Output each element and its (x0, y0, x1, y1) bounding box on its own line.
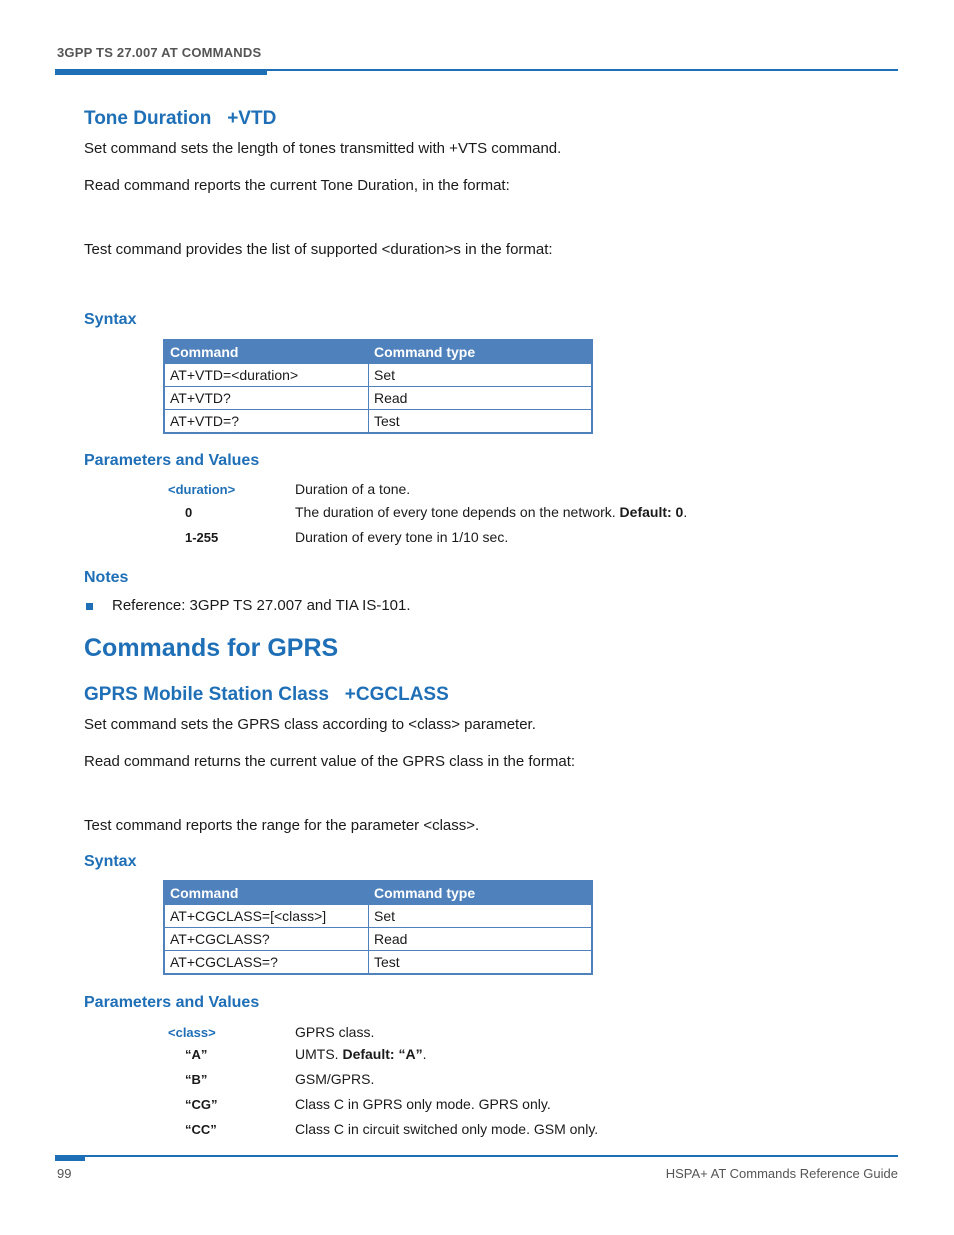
table-header-row (164, 340, 592, 364)
table-cell-type: Set (369, 905, 593, 928)
cgclass-syntax-heading: Syntax (84, 853, 137, 870)
vtd-paragraph-set: Set command sets the length of tones transmitted with +VTS command. (84, 140, 562, 157)
cgclass-value-name: “B” (185, 1072, 208, 1087)
column-header-command-type: Command type (369, 881, 593, 905)
cgclass-value-desc: GSM/GPRS. (295, 1071, 375, 1087)
value-default: Default: 0 (619, 504, 684, 520)
cgclass-value-name: “CC” (185, 1122, 217, 1137)
value-default: Default: “A” (342, 1046, 423, 1062)
table-row (164, 951, 592, 975)
vtd-value-desc (295, 504, 687, 520)
table-cell-command: AT+CGCLASS=? (164, 951, 369, 975)
vtd-param-desc: Duration of a tone. (295, 481, 411, 497)
table-row (164, 364, 592, 387)
vtd-paragraph-test: Test command provides the list of supported <duration>s in the format: (84, 241, 553, 258)
table-cell-command: AT+VTD=? (164, 410, 369, 434)
vtd-params-heading: Parameters and Values (84, 452, 260, 469)
table-cell-type: Set (369, 364, 593, 387)
value-desc-text: UMTS. (295, 1046, 343, 1062)
vtd-value-name: 0 (185, 505, 193, 520)
table-cell-type: Test (369, 951, 593, 975)
value-desc-text: The duration of every tone depends on the network. (295, 504, 620, 520)
running-header: 3GPP TS 27.007 AT COMMANDS (57, 45, 262, 60)
cgclass-value-desc: Class C in GPRS only mode. GPRS only. (295, 1096, 551, 1112)
vtd-value-name: 1-255 (185, 530, 219, 545)
value-desc-tail: . (683, 504, 688, 520)
cgclass-value-name: “CG” (185, 1097, 218, 1112)
column-header-command-type: Command type (369, 340, 593, 364)
cgclass-paragraph-test: Test command reports the range for the parameter <class>. (84, 817, 480, 834)
cgclass-param-desc: GPRS class. (295, 1024, 375, 1040)
cgclass-value-desc (295, 1046, 426, 1062)
table-cell-type: Read (369, 928, 593, 951)
section-heading-vtd: Tone Duration +VTD (84, 108, 277, 129)
vtd-syntax-heading: Syntax (84, 311, 137, 328)
vtd-note-item: Reference: 3GPP TS 27.007 and TIA IS-101. (112, 597, 411, 614)
bullet-icon (86, 603, 93, 610)
chapter-heading-gprs: Commands for GPRS (84, 634, 339, 662)
table-cell-command: AT+CGCLASS? (164, 928, 369, 951)
table-cell-type: Read (369, 387, 593, 410)
column-header-command: Command (164, 340, 369, 364)
page-number: 99 (57, 1166, 72, 1181)
cgclass-value-name: “A” (185, 1047, 208, 1062)
table-row (164, 928, 592, 951)
footer-rule (55, 1155, 898, 1157)
vtd-paragraph-read: Read command reports the current Tone Duration, in the format: (84, 177, 510, 194)
table-row (164, 410, 592, 434)
vtd-param-name: <duration> (168, 482, 236, 497)
vtd-syntax-table (163, 339, 593, 434)
cgclass-param-name: <class> (168, 1025, 216, 1040)
table-row (164, 905, 592, 928)
cgclass-value-desc: Class C in circuit switched only mode. GSM only. (295, 1121, 599, 1137)
cgclass-paragraph-set: Set command sets the GPRS class according to <class> parameter. (84, 716, 536, 733)
table-cell-command: AT+VTD? (164, 387, 369, 410)
column-header-command: Command (164, 881, 369, 905)
table-header-row (164, 881, 592, 905)
value-desc-tail: . (422, 1046, 427, 1062)
table-cell-command: AT+CGCLASS=[<class>] (164, 905, 369, 928)
cgclass-paragraph-read: Read command returns the current value of the GPRS class in the format: (84, 753, 576, 770)
cgclass-params-heading: Parameters and Values (84, 994, 260, 1011)
table-cell-type: Test (369, 410, 593, 434)
section-heading-cgclass: GPRS Mobile Station Class +CGCLASS (84, 684, 449, 705)
table-cell-command: AT+VTD=<duration> (164, 364, 369, 387)
vtd-notes-heading: Notes (84, 569, 129, 586)
vtd-value-desc: Duration of every tone in 1/10 sec. (295, 529, 509, 545)
footer-rule-accent (55, 1155, 85, 1161)
footer-guide-title: HSPA+ AT Commands Reference Guide (665, 1166, 898, 1181)
table-row (164, 387, 592, 410)
header-rule-accent (55, 69, 267, 75)
cgclass-syntax-table (163, 880, 593, 975)
